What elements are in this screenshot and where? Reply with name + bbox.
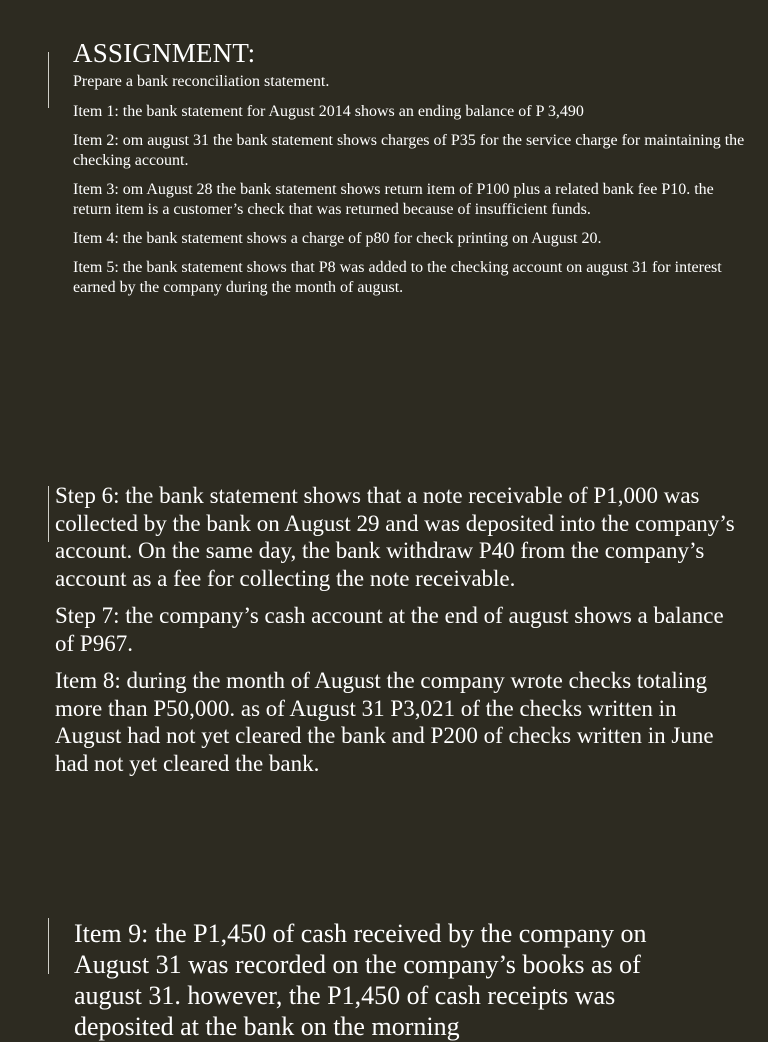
- item-8: Item 8: during the month of August the company wrote checks totaling more than P50,000. as of August 31 P3,021 of the checks written in August had not yet cleared the bank and P200 of checks written in June had not yet cleared the bank.: [55, 668, 714, 776]
- slide-accent-bar: [48, 918, 49, 974]
- slide-item-9: [0, 880, 768, 1041]
- assignment-intro: Prepare a bank reconciliation statement.: [73, 73, 330, 90]
- step-7: Step 7: the company’s cash account at the end of august shows a balance of P967.: [55, 603, 724, 656]
- step-6: Step 6: the bank statement shows that a note receivable of P1,000 was collected by the bank on August 29 and was deposited into the company’s account. On the same day, the bank withdraw P40 from the company’s account as a fee for collecting the note receivable.: [55, 483, 735, 591]
- item-1: Item 1: the bank statement for August 2014 shows an ending balance of P 3,490: [73, 103, 584, 120]
- item-5: Item 5: the bank statement shows that P8 was added to the checking account on august 31 for interest earned by the company during the month of august.: [73, 259, 722, 296]
- item-2: Item 2: om august 31 the bank statement shows charges of P35 for the service charge for maintaining the checking account.: [73, 132, 745, 169]
- slide-content: [55, 482, 745, 787]
- slide-steps: [0, 440, 768, 880]
- slide-content: [74, 918, 714, 1042]
- item-3: Item 3: om August 28 the bank statement shows return item of P100 plus a related bank fee P10. the return item is a customer’s check that was returned because of insufficient funds.: [73, 181, 714, 218]
- item-9: Item 9: the P1,450 of cash received by the company on August 31 was recorded on the company’s books as of august 31. however, the P1,450 of cash receipts was deposited at the bank on the morning: [74, 919, 647, 1041]
- slide-accent-bar: [48, 486, 49, 542]
- slide-accent-bar: [48, 52, 49, 108]
- item-4: Item 4: the bank statement shows a charge of p80 for check printing on August 20.: [73, 230, 602, 247]
- slide-content: [73, 38, 753, 307]
- slide-title: ASSIGNMENT:: [73, 38, 256, 68]
- slide-assignment: [0, 0, 768, 440]
